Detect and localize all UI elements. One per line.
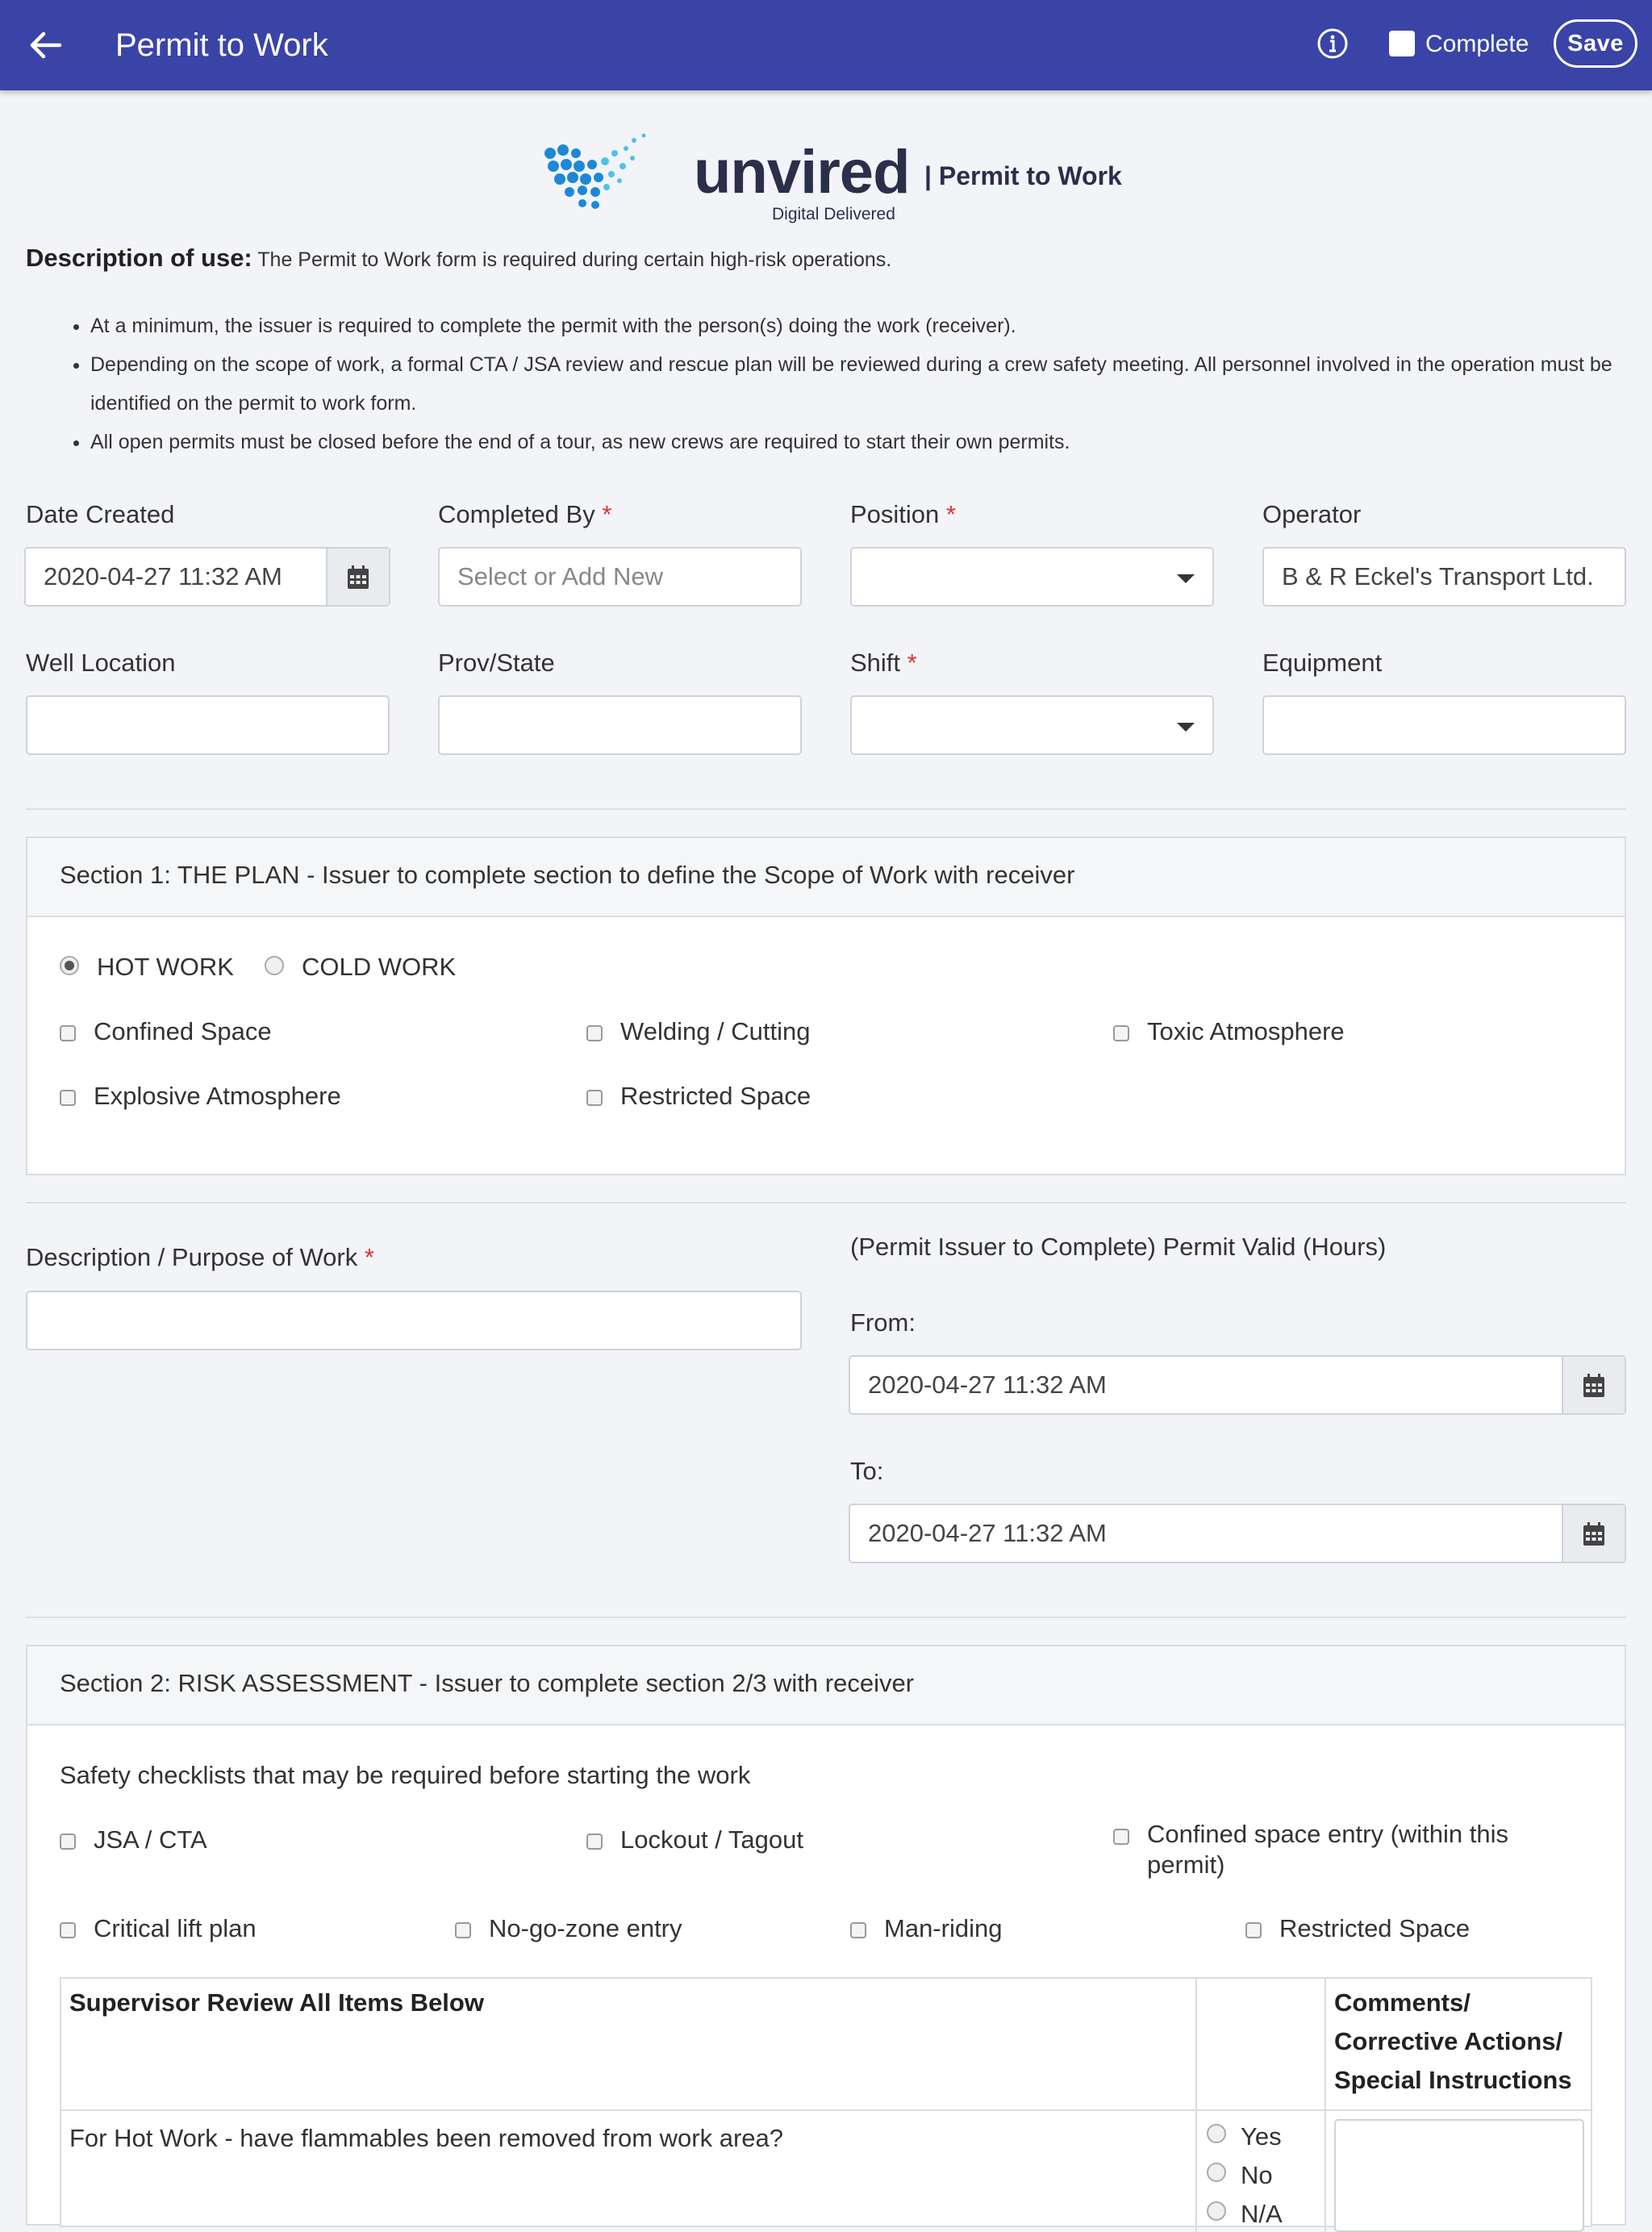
yes-radio[interactable] bbox=[1207, 2124, 1226, 2143]
chevron-down-icon bbox=[1177, 723, 1195, 732]
date-created-label: Date Created bbox=[26, 500, 175, 528]
from-label: From: bbox=[850, 1308, 916, 1337]
description bbox=[26, 244, 1631, 273]
na-radio[interactable] bbox=[1207, 2201, 1226, 2221]
well-location-input[interactable] bbox=[26, 695, 390, 755]
list-item: • All open permits must be closed before the end of a tour, as new crews are required to start their own permits. bbox=[90, 423, 1652, 461]
section-2-header bbox=[27, 1646, 1625, 1725]
completed-by-input[interactable] bbox=[438, 547, 802, 607]
permit-valid-label: (Permit Issuer to Complete) Permit Valid (Hours) bbox=[850, 1233, 1387, 1261]
toxic-atmosphere-checkbox[interactable] bbox=[1113, 1025, 1129, 1041]
info-icon[interactable] bbox=[1316, 27, 1349, 60]
critical-lift-plan-label: Critical lift plan bbox=[94, 1914, 257, 1942]
jsa-cta-checkbox[interactable] bbox=[60, 1834, 76, 1850]
restricted-space-label: Restricted Space bbox=[620, 1082, 811, 1110]
man-riding-label: Man-riding bbox=[884, 1914, 1003, 1942]
explosive-atmosphere-label: Explosive Atmosphere bbox=[94, 1082, 341, 1110]
calendar-button[interactable] bbox=[1562, 1505, 1625, 1562]
comment-cell bbox=[1326, 2111, 1592, 2232]
date-created-value: 2020-04-27 11:32 AM bbox=[44, 562, 282, 590]
restricted-space-2-label: Restricted Space bbox=[1279, 1914, 1471, 1942]
logo-suffix: | Permit to Work bbox=[924, 161, 1122, 190]
equipment-label: Equipment bbox=[1262, 649, 1383, 677]
prov-state-input[interactable] bbox=[438, 695, 802, 755]
explosive-atmosphere-checkbox[interactable] bbox=[60, 1090, 76, 1106]
to-value: 2020-04-27 11:32 AM bbox=[868, 1519, 1107, 1547]
to-datetime-input[interactable] bbox=[849, 1504, 1626, 1563]
position-label: Position * bbox=[850, 500, 956, 528]
from-value: 2020-04-27 11:32 AM bbox=[868, 1370, 1107, 1399]
save-button[interactable]: Save bbox=[1554, 19, 1637, 68]
logo-dots-icon bbox=[542, 129, 671, 226]
calendar-icon bbox=[1583, 1374, 1605, 1398]
no-go-zone-label: No-go-zone entry bbox=[489, 1914, 682, 1942]
divider bbox=[26, 1202, 1626, 1204]
operator-label: Operator bbox=[1262, 500, 1362, 528]
na-label: N/A bbox=[1241, 2200, 1283, 2228]
cold-work-label: COLD WORK bbox=[302, 953, 457, 981]
logo-tagline: Digital Delivered bbox=[772, 205, 895, 223]
section-2-card bbox=[26, 1645, 1626, 2226]
shift-select[interactable] bbox=[850, 695, 1214, 755]
section-1-title: Section 1: THE PLAN - Issuer to complete section to define the Scope of Work with receiver bbox=[60, 861, 1075, 889]
no-label: No bbox=[1241, 2161, 1273, 2189]
operator-value: B & R Eckel's Transport Ltd. bbox=[1282, 562, 1594, 590]
shift-label: Shift * bbox=[850, 649, 917, 677]
from-datetime-input[interactable] bbox=[849, 1355, 1626, 1415]
answer-cell bbox=[1197, 2111, 1326, 2232]
welding-cutting-checkbox[interactable] bbox=[586, 1025, 603, 1041]
table-header-cell bbox=[1326, 1979, 1592, 2111]
restricted-space-checkbox[interactable] bbox=[586, 1090, 603, 1106]
table-header-cell bbox=[1197, 1979, 1326, 2111]
divider bbox=[26, 808, 1626, 810]
description-text: The Permit to Work form is required during certain high-risk operations. bbox=[257, 248, 892, 271]
purpose-input[interactable] bbox=[26, 1291, 802, 1350]
no-go-zone-checkbox[interactable] bbox=[455, 1922, 471, 1938]
operator-input[interactable] bbox=[1262, 547, 1626, 607]
section-1-header bbox=[27, 838, 1625, 917]
chevron-down-icon bbox=[1177, 574, 1195, 583]
date-created-input[interactable] bbox=[24, 547, 390, 607]
man-riding-checkbox[interactable] bbox=[850, 1922, 866, 1938]
section-2-title: Section 2: RISK ASSESSMENT - Issuer to complete section 2/3 with receiver bbox=[60, 1669, 915, 1697]
critical-lift-plan-checkbox[interactable] bbox=[60, 1922, 76, 1938]
confined-space-entry-label: Confined space entry (within this permit) bbox=[1147, 1820, 1509, 1879]
description-heading: Description of use: bbox=[26, 244, 252, 272]
list-item: • Depending on the scope of work, a formal CTA / JSA review and rescue plan will be reviewed during a crew safety meeting. All personnel involved in the operation must be identified on the permit to work form. bbox=[90, 345, 1652, 423]
completed-by-label: Completed By * bbox=[438, 500, 612, 528]
back-arrow-icon[interactable] bbox=[24, 24, 66, 66]
table-row bbox=[61, 2111, 1197, 2232]
app-bar bbox=[0, 0, 1652, 90]
calendar-button[interactable] bbox=[1562, 1357, 1625, 1413]
complete-label: Complete bbox=[1425, 31, 1529, 57]
comments-column-header: Comments/ Corrective Actions/ Special Instructions bbox=[1334, 1988, 1572, 2094]
restricted-space-2-checkbox[interactable] bbox=[1245, 1922, 1262, 1938]
description-bullets bbox=[61, 307, 1652, 461]
review-question: For Hot Work - have flammables been removed from work area? bbox=[69, 2124, 783, 2152]
welding-cutting-label: Welding / Cutting bbox=[620, 1017, 811, 1045]
cold-work-radio[interactable] bbox=[265, 956, 284, 975]
comment-textarea[interactable] bbox=[1334, 2119, 1584, 2232]
hot-work-label: HOT WORK bbox=[97, 953, 234, 981]
yes-label: Yes bbox=[1241, 2122, 1282, 2151]
list-item: • At a minimum, the issuer is required to complete the permit with the person(s) doing the work (receiver). bbox=[90, 307, 1652, 345]
to-label: To: bbox=[850, 1457, 884, 1485]
company-logo bbox=[542, 129, 1123, 234]
logo-wordmark: unvired bbox=[694, 138, 910, 207]
section-2-subtitle: Safety checklists that may be required before starting the work bbox=[60, 1761, 751, 1789]
hot-work-radio[interactable] bbox=[60, 956, 79, 975]
confined-space-label: Confined Space bbox=[94, 1017, 272, 1045]
page-title: Permit to Work bbox=[115, 27, 328, 63]
complete-checkbox[interactable] bbox=[1389, 31, 1415, 56]
calendar-icon bbox=[1583, 1522, 1605, 1546]
position-select[interactable] bbox=[850, 547, 1214, 607]
lockout-tagout-label: Lockout / Tagout bbox=[620, 1825, 803, 1854]
review-column-header: Supervisor Review All Items Below bbox=[69, 1988, 484, 2017]
table-header-cell bbox=[61, 1979, 1197, 2111]
purpose-label: Description / Purpose of Work * bbox=[26, 1243, 374, 1271]
lockout-tagout-checkbox[interactable] bbox=[586, 1834, 603, 1850]
equipment-input[interactable] bbox=[1262, 695, 1626, 755]
jsa-cta-label: JSA / CTA bbox=[94, 1825, 207, 1854]
completed-by-placeholder: Select or Add New bbox=[457, 562, 664, 590]
review-table bbox=[60, 1977, 1592, 2227]
well-location-label: Well Location bbox=[26, 649, 176, 677]
no-radio[interactable] bbox=[1207, 2163, 1226, 2182]
calendar-icon bbox=[347, 565, 369, 590]
prov-state-label: Prov/State bbox=[438, 649, 555, 677]
divider bbox=[26, 1617, 1626, 1618]
confined-space-checkbox[interactable] bbox=[60, 1025, 76, 1041]
calendar-button[interactable] bbox=[326, 549, 389, 605]
toxic-atmosphere-label: Toxic Atmosphere bbox=[1147, 1017, 1345, 1045]
confined-space-entry-checkbox[interactable] bbox=[1113, 1829, 1129, 1845]
section-1-card bbox=[26, 836, 1626, 1175]
